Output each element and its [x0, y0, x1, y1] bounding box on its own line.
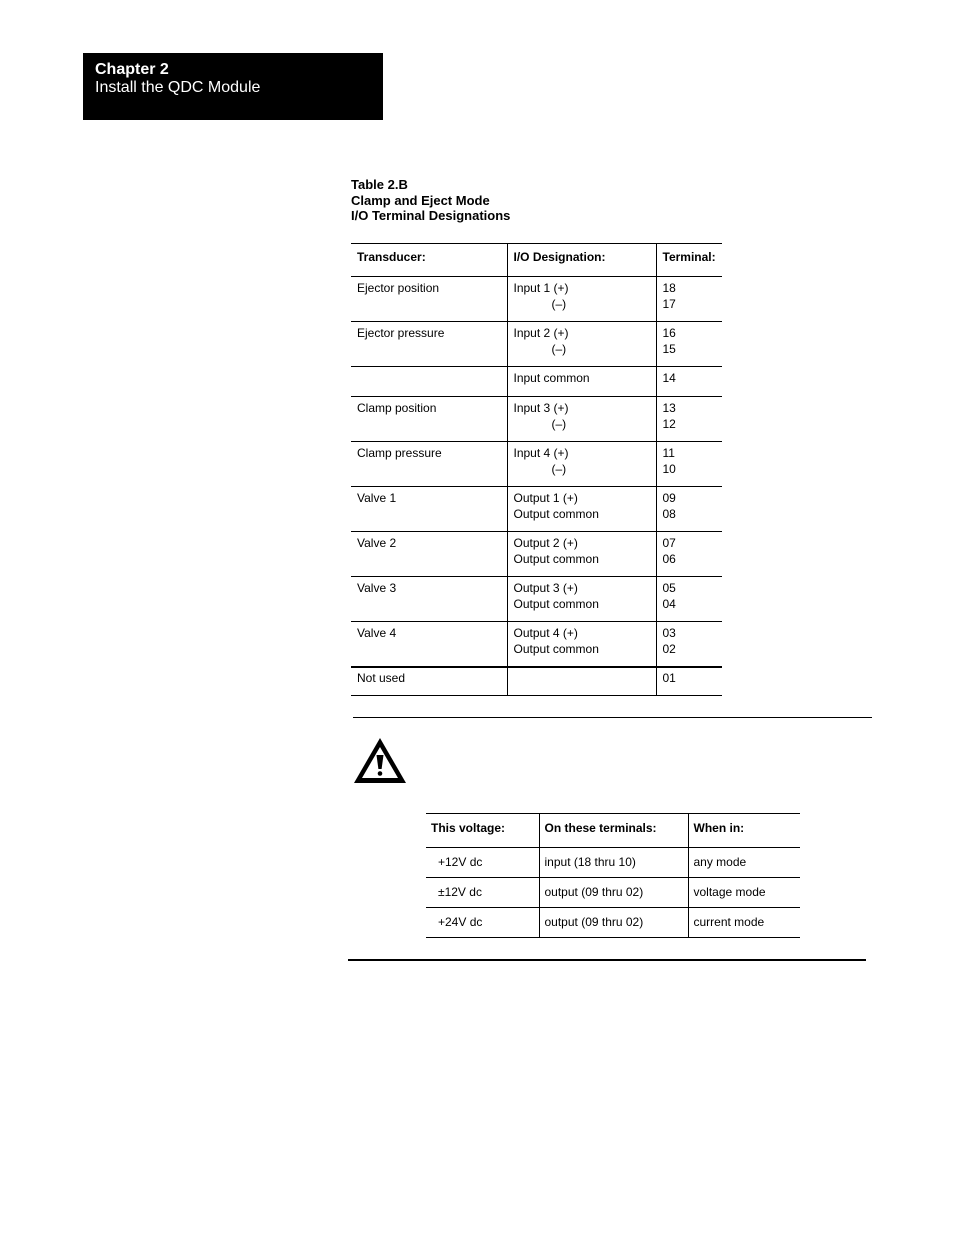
- designation-cell: [507, 277, 656, 322]
- terminal-number: 13: [662, 401, 676, 415]
- terminal-number: 04: [662, 596, 676, 611]
- terminal-number: 18: [662, 281, 676, 295]
- designation-cell: [507, 322, 656, 367]
- terminal-cell: [656, 442, 722, 487]
- transducer-cell: [351, 367, 507, 397]
- terminal-cell: [656, 532, 722, 577]
- voltage-row: [426, 878, 800, 908]
- terminal-number: 17: [662, 296, 676, 311]
- io-terminal-table: [351, 243, 722, 696]
- warning-triangle-icon: [352, 736, 408, 786]
- designation-line: Input common: [513, 371, 590, 385]
- voltage-cell: ±12V dc: [426, 878, 539, 908]
- header-mode: When in:: [688, 814, 800, 848]
- designation-line: Output common: [513, 551, 599, 566]
- table-row: [351, 532, 722, 577]
- designation-cell: [507, 442, 656, 487]
- designation-line: Output common: [513, 641, 599, 656]
- designation-line: Input 1 (+): [513, 281, 569, 295]
- terminal-number: 14: [662, 371, 676, 385]
- mode-cell: any mode: [688, 848, 800, 878]
- terminal-number: 16: [662, 326, 676, 340]
- terminal-number: 02: [662, 641, 676, 656]
- mode-cell: voltage mode: [688, 878, 800, 908]
- designation-line: (–): [551, 416, 567, 431]
- terminal-cell: [656, 667, 722, 696]
- terminal-number: 01: [662, 670, 676, 685]
- table-row: [351, 442, 722, 487]
- table-row: [351, 367, 722, 397]
- designation-cell: [507, 577, 656, 622]
- terminal-cell: [656, 397, 722, 442]
- transducer-cell: Valve 4: [351, 622, 507, 667]
- transducer-cell: Clamp pressure: [351, 442, 507, 487]
- attention-top-rule: [353, 717, 872, 718]
- designation-cell: [507, 397, 656, 442]
- table-row: [351, 622, 722, 667]
- table-row: [351, 322, 722, 367]
- transducer-cell: Ejector pressure: [351, 322, 507, 367]
- terminal-cell: [656, 622, 722, 667]
- table-header-row: [351, 244, 722, 277]
- designation-line: Input 4 (+): [513, 446, 569, 460]
- voltage-cell: +24V dc: [426, 908, 539, 938]
- table-row: [351, 397, 722, 442]
- designation-line: Output common: [513, 506, 599, 521]
- terminal-number: 12: [662, 416, 676, 431]
- designation-cell: [507, 667, 656, 696]
- header-voltage: This voltage:: [426, 814, 539, 848]
- header-terminal: Terminal:: [656, 244, 722, 277]
- terminal-number: 06: [662, 551, 676, 566]
- designation-line: (–): [551, 296, 567, 311]
- header-terminals: On these terminals:: [539, 814, 688, 848]
- designation-line: Input 3 (+): [513, 401, 569, 415]
- table-title-line-1: Clamp and Eject Mode: [351, 192, 490, 208]
- designation-line: (–): [551, 461, 567, 476]
- designation-line: (–): [551, 341, 567, 356]
- designation-line: Output common: [513, 596, 599, 611]
- voltage-cell: +12V dc: [426, 848, 539, 878]
- voltage-table: [426, 813, 800, 938]
- designation-line: Output 2 (+): [513, 536, 578, 550]
- designation-cell: [507, 367, 656, 397]
- terminal-number: 05: [662, 581, 676, 595]
- transducer-cell: Valve 1: [351, 487, 507, 532]
- voltage-header-row: [426, 814, 800, 848]
- table-row: [351, 277, 722, 322]
- voltage-row: [426, 908, 800, 938]
- chapter-title: Install the QDC Module: [95, 79, 261, 96]
- table-title-line-2: I/O Terminal Designations: [351, 208, 511, 223]
- header-transducer: Transducer:: [351, 244, 507, 277]
- transducer-cell: Clamp position: [351, 397, 507, 442]
- terminal-cell: [656, 367, 722, 397]
- table-row: [351, 667, 722, 696]
- chapter-label: Chapter 2: [95, 61, 169, 78]
- mode-cell: current mode: [688, 908, 800, 938]
- terminals-cell: input (18 thru 10): [539, 848, 688, 878]
- terminal-number: 09: [662, 491, 676, 505]
- designation-cell: [507, 532, 656, 577]
- voltage-row: [426, 848, 800, 878]
- terminal-number: 08: [662, 506, 676, 521]
- terminal-number: 03: [662, 626, 676, 640]
- table-row: [351, 577, 722, 622]
- terminal-cell: [656, 322, 722, 367]
- header-io-designation: I/O Designation:: [507, 244, 656, 277]
- attention-bottom-rule: [348, 959, 866, 961]
- terminal-cell: [656, 277, 722, 322]
- chapter-header: [83, 53, 383, 120]
- terminal-number: 07: [662, 536, 676, 550]
- transducer-cell: Valve 2: [351, 532, 507, 577]
- table-row: [351, 487, 722, 532]
- designation-line: Output 4 (+): [513, 626, 578, 640]
- transducer-cell: Valve 3: [351, 577, 507, 622]
- terminals-cell: output (09 thru 02): [539, 878, 688, 908]
- terminal-cell: [656, 487, 722, 532]
- table-number: Table 2.B: [351, 177, 408, 192]
- designation-cell: [507, 622, 656, 667]
- terminals-cell: output (09 thru 02): [539, 908, 688, 938]
- terminal-number: 15: [662, 341, 676, 356]
- transducer-cell: Not used: [351, 667, 507, 696]
- terminal-number: 11: [662, 446, 675, 460]
- designation-line: Output 1 (+): [513, 491, 578, 505]
- designation-cell: [507, 487, 656, 532]
- table-caption: [351, 177, 510, 224]
- transducer-cell: Ejector position: [351, 277, 507, 322]
- terminal-number: 10: [662, 461, 676, 476]
- designation-line: Input 2 (+): [513, 326, 569, 340]
- terminal-cell: [656, 577, 722, 622]
- designation-line: Output 3 (+): [513, 581, 578, 595]
